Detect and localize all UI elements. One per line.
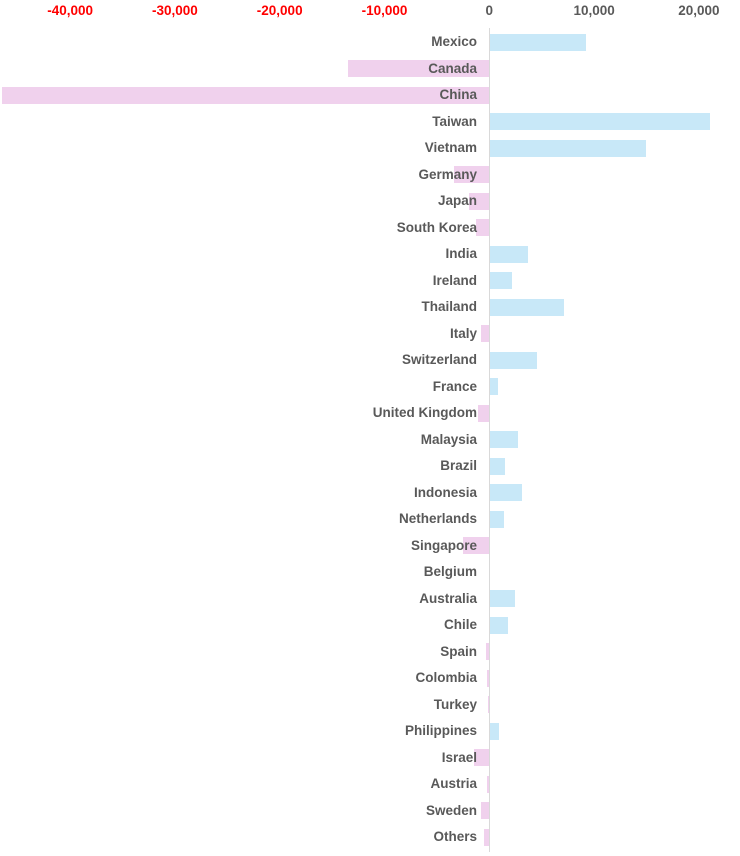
category-label-singapore: Singapore — [410, 537, 477, 553]
category-label-others: Others — [433, 829, 477, 844]
x-axis-tick-label: -10,000 — [361, 3, 408, 18]
category-label-south-korea: South Korea — [396, 219, 477, 235]
category-label-taiwan: Taiwan — [432, 113, 477, 129]
category-label-india: India — [445, 246, 477, 261]
bar-taiwan — [490, 113, 710, 130]
category-label-italy: Italy — [449, 325, 477, 341]
category-label-china: China — [439, 87, 477, 102]
category-label-ireland: Ireland — [432, 272, 477, 288]
category-label-germany: Germany — [418, 166, 477, 182]
category-label-sweden: Sweden — [425, 802, 477, 818]
bar-south-korea — [476, 219, 490, 236]
category-label-vietnam: Vietnam — [424, 140, 477, 155]
bar-netherlands — [490, 511, 504, 528]
x-axis-tick-label: -20,000 — [256, 3, 303, 18]
category-label-united-kingdom: United Kingdom — [372, 405, 477, 420]
bar-vietnam — [490, 140, 646, 157]
category-label-thailand: Thailand — [421, 299, 477, 314]
bar-france — [490, 378, 497, 395]
category-label-canada: Canada — [428, 60, 477, 76]
bar-turkey — [488, 696, 490, 713]
bar-india — [490, 246, 528, 263]
bar-philippines — [490, 723, 499, 740]
bar-sweden — [481, 802, 489, 819]
category-label-australia: Australia — [419, 590, 477, 606]
category-label-malaysia: Malaysia — [420, 431, 477, 447]
category-label-brazil: Brazil — [440, 458, 477, 473]
category-label-turkey: Turkey — [433, 696, 477, 712]
bar-mexico — [490, 34, 585, 51]
x-axis-tick-label: 10,000 — [573, 3, 615, 18]
x-axis-tick-label: -30,000 — [151, 3, 198, 18]
category-label-israel: Israel — [441, 749, 477, 765]
bar-chile — [490, 617, 508, 634]
x-axis-tick-label: 20,000 — [678, 3, 720, 18]
bar-united-kingdom — [478, 405, 490, 422]
x-axis-tick-label: 0 — [485, 3, 494, 18]
bar-others — [484, 829, 490, 846]
bar-australia — [490, 590, 515, 607]
category-label-belgium: Belgium — [423, 564, 477, 579]
bar-italy — [481, 325, 489, 342]
category-label-japan: Japan — [437, 193, 477, 208]
category-label-spain: Spain — [440, 643, 477, 659]
bar-brazil — [490, 458, 505, 475]
category-label-colombia: Colombia — [415, 670, 477, 685]
category-label-france: France — [432, 378, 477, 394]
category-label-austria: Austria — [430, 776, 477, 791]
category-label-chile: Chile — [443, 617, 477, 632]
x-axis-tick-label: -40,000 — [47, 3, 93, 18]
category-label-switzerland: Switzerland — [401, 352, 477, 367]
category-label-mexico: Mexico — [431, 34, 477, 49]
bar-thailand — [490, 299, 563, 316]
bar-ireland — [490, 272, 512, 289]
category-label-netherlands: Netherlands — [398, 511, 477, 526]
bar-austria — [487, 776, 490, 793]
bar-indonesia — [490, 484, 521, 501]
bar-colombia — [487, 670, 489, 687]
bar-switzerland — [490, 352, 537, 369]
bar-malaysia — [490, 431, 517, 448]
category-label-philippines: Philippines — [404, 723, 477, 738]
category-label-indonesia: Indonesia — [413, 484, 477, 500]
bar-spain — [486, 643, 489, 660]
